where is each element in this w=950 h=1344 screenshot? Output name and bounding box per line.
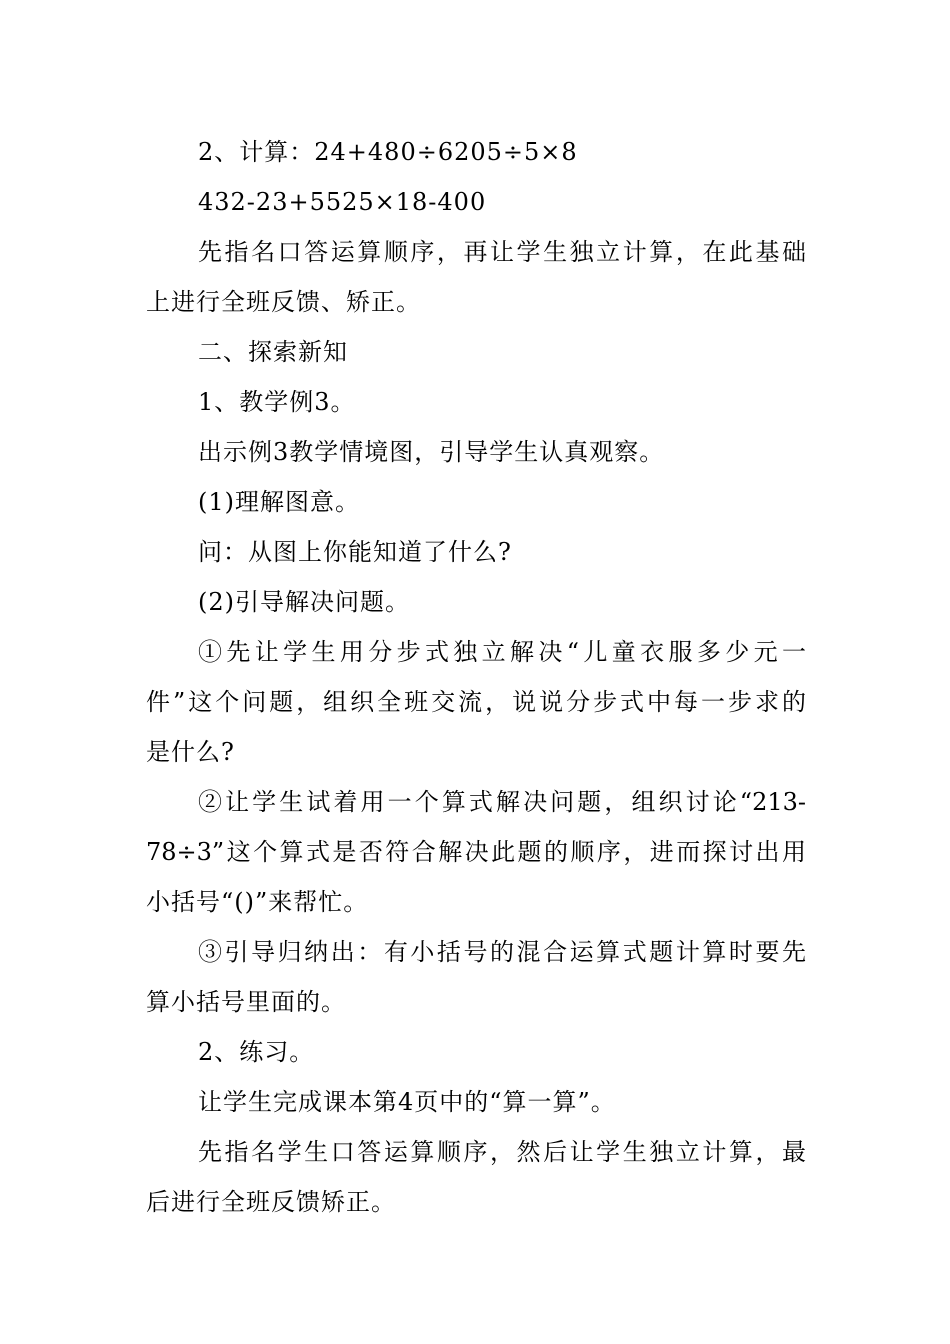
text-line: 让学生完成课本第4页中的“算一算”。 (198, 1088, 616, 1116)
text-line: 先指名学生口答运算顺序，然后让学生独立计算，最 (198, 1138, 806, 1166)
text-line: 2、练习。 (198, 1038, 315, 1066)
text-line: 小括号“()”来帮忙。 (146, 888, 369, 916)
text-line: 432-23+5525×18-400 (198, 188, 487, 216)
text-line: 是什么? (146, 738, 235, 766)
text-line: ②让学生试着用一个算式解决问题，组织讨论“213- (198, 788, 806, 816)
text-line: (1)理解图意。 (198, 488, 360, 516)
text-line: 后进行全班反馈矫正。 (146, 1188, 396, 1216)
text-line: 件”这个问题，组织全班交流，说说分步式中每一步求的 (146, 688, 806, 716)
section-heading: 二、探索新知 (198, 338, 348, 366)
text-line: 问：从图上你能知道了什么? (198, 538, 512, 566)
text-line: 上进行全班反馈、矫正。 (146, 288, 421, 316)
text-line: 1、教学例3。 (198, 388, 356, 416)
text-line: 先指名口答运算顺序，再让学生独立计算，在此基础 (198, 238, 806, 266)
text-line: 2、计算：24+480÷6205÷5×8 (198, 138, 578, 166)
text-line: ①先让学生用分步式独立解决“儿童衣服多少元一 (198, 638, 806, 666)
text-line: 算小括号里面的。 (146, 988, 346, 1016)
text-line: ③引导归纳出：有小括号的混合运算式题计算时要先 (198, 938, 806, 966)
text-line: 出示例3教学情境图，引导学生认真观察。 (198, 438, 665, 466)
text-line: 78÷3”这个算式是否符合解决此题的顺序，进而探讨出用 (146, 838, 806, 866)
text-line: (2)引导解决问题。 (198, 588, 410, 616)
